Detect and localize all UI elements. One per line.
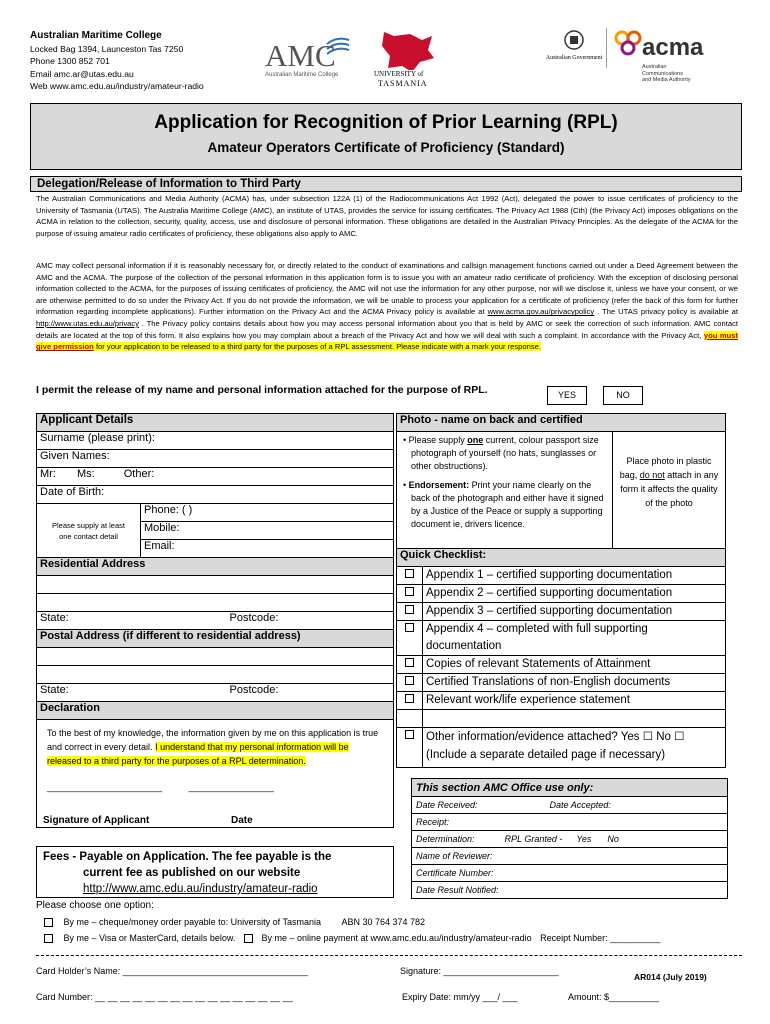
date-line[interactable]: _________________: [188, 782, 274, 792]
applicant-table: [36, 413, 394, 828]
option3-checkbox[interactable]: [244, 934, 253, 943]
checklist-table: [396, 548, 726, 768]
payment-options-2-3[interactable]: [44, 933, 660, 943]
checkbox-icon[interactable]: [405, 623, 414, 632]
date-received: Date Received:: [416, 800, 478, 810]
place-do-not: do not: [639, 470, 665, 480]
b1-one: one: [467, 435, 484, 445]
residential-heading: Residential Address: [37, 558, 394, 576]
org-name: Australian Maritime College: [30, 30, 162, 41]
checklist-label: Appendix 3 – certified supporting documentation: [423, 603, 726, 621]
declaration-body: [37, 720, 394, 828]
checklist-checkbox[interactable]: [397, 674, 423, 692]
dob-field[interactable]: Date of Birth:: [37, 486, 394, 504]
checklist-checkbox[interactable]: [397, 567, 423, 585]
checklist-item[interactable]: [397, 621, 726, 656]
form-code: AR014 (July 2019): [634, 972, 707, 982]
receipt-number[interactable]: Receipt Number: __________: [540, 933, 661, 943]
checklist-spacer: [423, 710, 726, 728]
address: Locked Bag 1394, Launceston Tas 7250: [30, 43, 184, 54]
expiry-field[interactable]: Expiry Date: mm/yy ___/ ___: [402, 992, 518, 1002]
residential-line-1[interactable]: [37, 576, 394, 594]
result-notified-row[interactable]: Date Result Notified:: [412, 882, 728, 899]
option3-text: By me – online payment at www.amc.edu.au/industry/amateur-radio: [261, 933, 532, 943]
delegation-heading: Delegation/Release of Information to Third Party: [30, 176, 742, 192]
card-number-field[interactable]: Card Number: __ __ __ __ __ __ __ __ __ __ __ __ __ __ __ __: [36, 992, 293, 1002]
coat-of-arms-icon: [559, 28, 589, 52]
payment-option-1[interactable]: [44, 917, 425, 927]
checklist-label: Appendix 4 – completed with full supporting documentation: [423, 621, 726, 656]
title-field[interactable]: [37, 468, 394, 486]
acma-sub3: and Media Authority: [642, 77, 691, 83]
photo-table: [396, 413, 726, 553]
checkbox-icon[interactable]: [405, 605, 414, 614]
declaration-text: To the best of my knowledge, the information given by me on this application is true and correct in every detail.: [47, 728, 379, 752]
card-holder-field[interactable]: Card Holder’s Name: _____________________________________: [36, 966, 308, 976]
phone: Phone 1300 852 701: [30, 56, 110, 67]
logo-divider: [606, 28, 607, 68]
rpl-yes[interactable]: Yes: [576, 834, 592, 844]
para2-part-a: AMC may collect personal information if it is reasonably necessary for, or directly related to the conduct of examinations and callsign management functions carried out under a Deed Agreement between the AMC and the ACMA. The purpose of the collection of the personal information in this application form is to issue you with an amateur radio certificate of proficiency. With the exception of disclosing personal information collected to the ACMA, for the purposes of issuing certificates of proficiency, the AMC will not use the information for any other purpose, nor will we disclose it, unless we have your consent, or we are otherwise permitted to do so under the Privacy Act. If you do not provide the information, we will be unable to process your application for a certificate of proficiency (refer the back of this form for further information regarding incomplete applications). Further information on the Privacy Act and the ACMA Privacy policy is available at: [36, 261, 738, 317]
date-label: Date: [231, 815, 253, 826]
photo-bullet-1: • Please supply one current, colour passport size photograph of yourself (no hats, sunglasses or other obstructions).: [403, 435, 599, 471]
checklist-spacer-box: [397, 710, 423, 728]
cut-line: [36, 955, 742, 956]
payment-choose: Please choose one option:: [36, 900, 154, 911]
applicant-heading: Applicant Details: [37, 414, 394, 432]
photo-heading: Photo - name on back and certified: [397, 414, 726, 432]
utas-line2: TASMANIA: [378, 79, 428, 88]
checklist-label: Copies of relevant Statements of Attainment: [423, 656, 726, 674]
mr-label: Mr:: [40, 468, 56, 480]
checklist-item[interactable]: [397, 656, 726, 674]
place-text-1: Place photo in plastic bag,: [619, 456, 712, 480]
checklist-item[interactable]: [397, 603, 726, 621]
determination: Determination:: [416, 834, 475, 844]
b1-part-a: Please supply: [408, 435, 468, 445]
postal-state-row[interactable]: [37, 684, 394, 702]
other-info: [423, 728, 726, 768]
permit-no-box[interactable]: NO: [603, 386, 643, 405]
b1-part-c: current, colour passport size photograph of yourself (no hats, sunglasses or other obstructions).: [411, 435, 599, 471]
checklist-item[interactable]: [397, 585, 726, 603]
page-title: Application for Recognition of Prior Learning (RPL): [154, 112, 618, 133]
checkbox-icon[interactable]: [405, 694, 414, 703]
para2-part-e: for your application to be released to a third party for the purposes of a RPL assessment. Please indicate with a mark your response.: [93, 342, 541, 352]
checklist-label: Appendix 2 – certified supporting documentation: [423, 585, 726, 603]
photo-bullet-2: • Endorsement: Print your name clearly on the back of the photograph and either have it signed by a Justice of the Peace or supply a supporting document ie, drivers licence.: [403, 480, 604, 529]
amc-logo-text: AMC: [265, 38, 336, 73]
signature-line[interactable]: _______________________: [47, 782, 163, 792]
option1-checkbox[interactable]: [44, 918, 53, 927]
contact-block: [30, 30, 204, 93]
determination-row[interactable]: [412, 831, 728, 848]
reviewer-row[interactable]: Name of Reviewer:: [412, 848, 728, 865]
phone-field[interactable]: Phone: ( ): [141, 504, 394, 522]
checklist-item[interactable]: [397, 567, 726, 585]
option2-checkbox[interactable]: [44, 934, 53, 943]
checklist-label: Relevant work/life experience statement: [423, 692, 726, 710]
declaration-highlight: I understand that my personal information will be released to a third party for the purposes of a RPL determination.: [47, 742, 349, 766]
option1-text: By me – cheque/money order payable to: University of Tasmania: [63, 917, 321, 927]
cert-number-row[interactable]: Certificate Number:: [412, 865, 728, 882]
b2-text: Print your name clearly on the back of the photograph and either have it signed by a Justice of the Peace or supply a supporting document ie, drivers licence.: [411, 480, 604, 529]
date-accepted: Date Accepted:: [549, 800, 611, 810]
postal-line-1[interactable]: [37, 648, 394, 666]
state2-label: State:: [40, 684, 69, 696]
postal-heading: Postal Address (if different to residential address): [37, 630, 394, 648]
acma-logo: [612, 28, 742, 90]
delegation-para-1: The Australian Communications and Media Authority (ACMA) has, under subsection 122A (1) of the Radiocommunications Act 1992 (Act), delegated the power to issue certificates of proficiency to the University of Tasmania (UTAS). The Australia Maritime College (AMC), an institute of UTAS, provides the service for issuing certificates. The Privacy Act 1988 (Cth) (the Privacy Act) imposes obligations on the ACMA in relation to the collection, security, quality, access, use and disclosure of personal information. These obligations are detailed in the Australian Privacy Principles. As the delegate of the ACMA for the purpose of issuing amateur radio certificates of proficiency, these obligations also apply to AMC.: [36, 194, 738, 238]
rpl-no[interactable]: No: [607, 834, 619, 844]
acma-sub1: Australian: [642, 64, 667, 70]
fees-line1: Fees - Payable on Application. The fee payable is the: [43, 851, 332, 863]
gov-logo: [540, 28, 608, 68]
postcode2-label: Postcode:: [229, 684, 279, 696]
state-label: State:: [40, 612, 69, 624]
amc-logo: [265, 30, 365, 86]
b2-endorsement: Endorsement:: [408, 480, 470, 490]
other-info-line2: (Include a separate detailed page if necessary): [426, 749, 666, 761]
amount-field[interactable]: Amount: $__________: [568, 992, 660, 1002]
checkbox-icon[interactable]: [405, 569, 414, 578]
para2-permission: you must give permission: [36, 330, 738, 352]
surname-field[interactable]: Surname (please print):: [37, 432, 394, 450]
para2-part-c: . The Privacy policy contains details about how you may access personal information about you that is held by AMC or seek the correction of such information. AMC contact details are located at the top of this form. It also explains how you may complain about a breach of the Privacy Act and how we will deal with such a complaint. In accordance with the Privacy Act,: [36, 318, 738, 340]
checkbox-icon[interactable]: [405, 730, 414, 739]
card-signature-field[interactable]: Signature: _______________________: [400, 966, 559, 976]
tasmanian-devil-icon: [372, 26, 442, 70]
para2-part-b: . The UTAS privacy policy is available at: [594, 307, 738, 317]
checklist-heading: Quick Checklist:: [397, 549, 726, 567]
delegation-para-2: [36, 260, 738, 353]
utas-line1: UNIVERSITY of: [374, 70, 424, 78]
photo-instructions: [397, 432, 613, 553]
acma-sub2: Communications: [642, 70, 683, 77]
acma-sub: [642, 64, 691, 84]
utas-privacy-link[interactable]: http://www.utas.edu.au/privacy: [36, 318, 139, 328]
gov-text: Australian Government: [545, 55, 603, 61]
option2-text: By me – Visa or MasterCard, details below.: [63, 933, 236, 943]
other-info-line1: Other information/evidence attached? Yes ☐ No ☐: [426, 731, 685, 743]
page-subtitle: Amateur Operators Certificate of Proficiency (Standard): [207, 140, 565, 155]
acma-privacy-link[interactable]: www.acma.gov.au/privacypolicy: [487, 307, 595, 317]
contact-note: Please supply at least one contact detail: [37, 504, 141, 558]
fees-line2: current fee as published on our website: [83, 867, 301, 879]
acma-text: acma: [642, 34, 704, 61]
checklist-label: Appendix 1 – certified supporting documentation: [423, 567, 726, 585]
photo-placeholder[interactable]: [613, 432, 726, 553]
residential-state-row[interactable]: [37, 612, 394, 630]
checklist-checkbox[interactable]: [397, 621, 423, 656]
utas-logo: [372, 26, 452, 92]
amc-logo-sub: Australian Maritime College: [265, 72, 339, 78]
signature-label: Signature of Applicant: [43, 815, 150, 826]
email: Email amc.ar@utas.edu.au: [30, 68, 134, 79]
other-label: Other:: [123, 468, 155, 480]
web: Web www.amc.edu.au/industry/amateur-radio: [30, 81, 204, 92]
other-info-checkbox[interactable]: [397, 728, 423, 768]
checklist-checkbox[interactable]: [397, 692, 423, 710]
permit-statement: I permit the release of my name and personal information attached for the purpose of RPL.: [36, 384, 488, 396]
checklist-item[interactable]: [397, 674, 726, 692]
email-field[interactable]: Email:: [141, 540, 394, 558]
checkbox-icon[interactable]: [405, 587, 414, 596]
checklist-checkbox[interactable]: [397, 656, 423, 674]
postcode-label: Postcode:: [229, 612, 279, 624]
mobile-field[interactable]: Mobile:: [141, 522, 394, 540]
office-table: [411, 778, 728, 899]
checklist-checkbox[interactable]: [397, 585, 423, 603]
declaration-heading: Declaration: [37, 702, 394, 720]
signature-lines[interactable]: [47, 780, 383, 794]
checklist-item[interactable]: [397, 692, 726, 710]
rpl-granted: RPL Granted -: [504, 834, 563, 844]
given-names-field[interactable]: Given Names:: [37, 450, 394, 468]
date-received-row[interactable]: [412, 797, 728, 814]
checklist-label: Certified Translations of non-English documents: [423, 674, 726, 692]
fees-box: [36, 846, 394, 898]
abn-text: ABN 30 764 374 782: [341, 917, 426, 927]
permit-yes-box[interactable]: YES: [547, 386, 587, 405]
place-text-3: attach in any form it affects the quality of the photo: [620, 470, 719, 508]
residential-line-2[interactable]: [37, 594, 394, 612]
office-heading: This section AMC Office use only:: [412, 779, 728, 797]
fees-link[interactable]: http://www.amc.edu.au/industry/amateur-radio: [83, 883, 318, 895]
checkbox-icon[interactable]: [405, 676, 414, 685]
title-box: [30, 103, 742, 170]
receipt-row[interactable]: Receipt:: [412, 814, 728, 831]
postal-line-2[interactable]: [37, 666, 394, 684]
checklist-checkbox[interactable]: [397, 603, 423, 621]
ms-label: Ms:: [76, 468, 95, 480]
checkbox-icon[interactable]: [405, 658, 414, 667]
